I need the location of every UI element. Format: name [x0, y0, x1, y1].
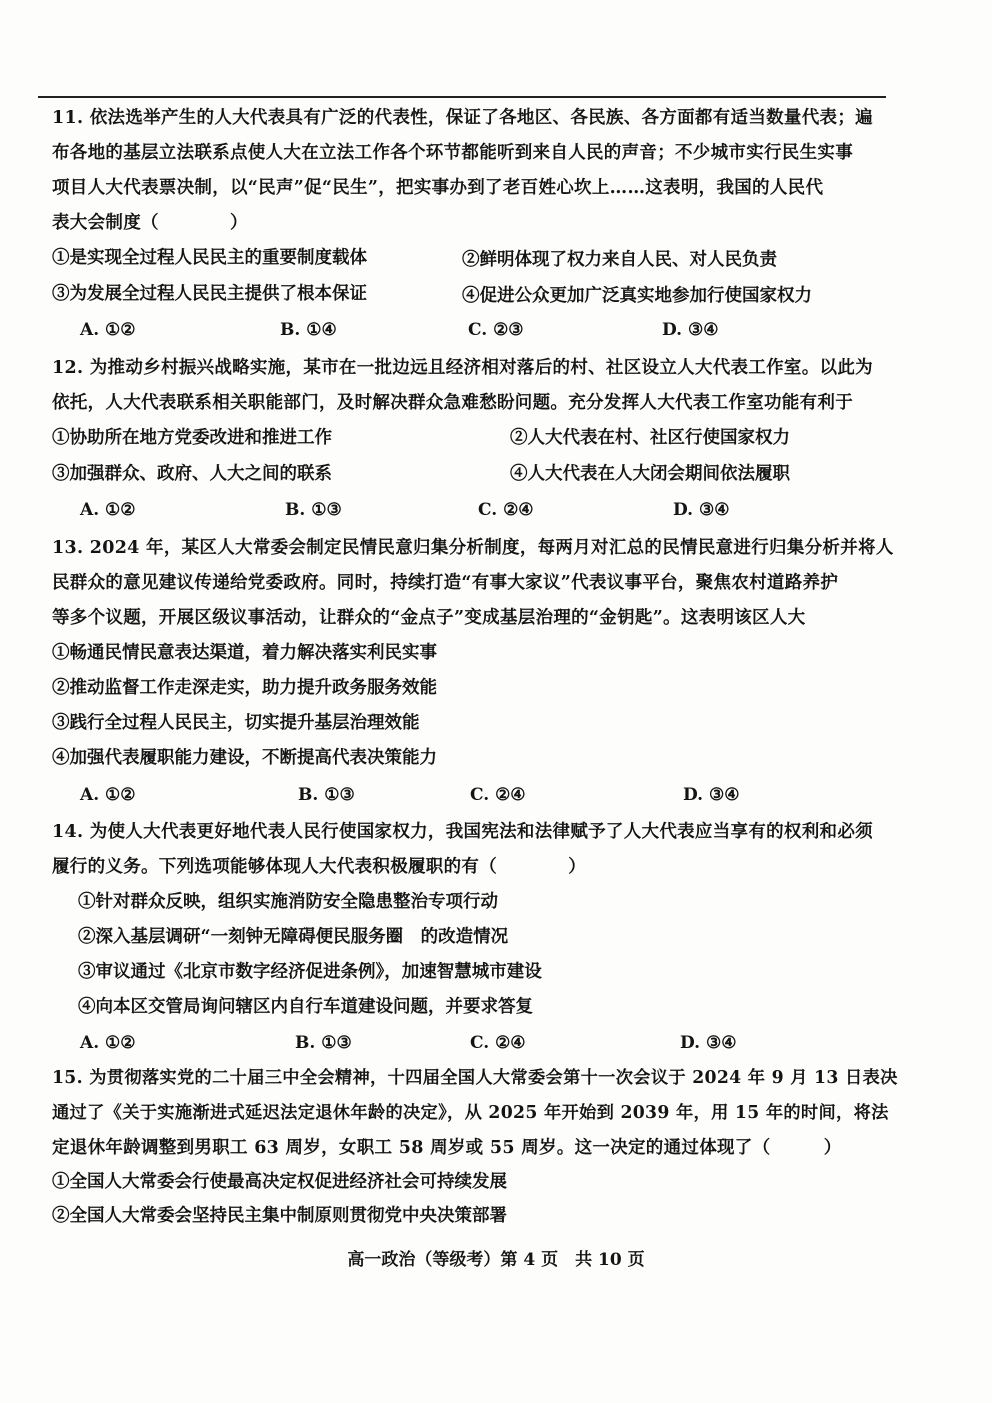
q11-choices — [80, 318, 760, 342]
q12-stem-line-1: 12. 为推动乡村振兴战略实施，某市在一批边远且经济相对落后的村、社区设立人大代表工作室。以此为 — [52, 358, 873, 378]
q12-choice-a: A. ①② — [80, 500, 136, 520]
q13-choice-c: C. ②④ — [470, 785, 526, 805]
q11-option-2: ②鲜明体现了权力来自人民、对人民负责 — [462, 250, 777, 270]
q15-option-2: ②全国人大常委会坚持民主集中制原则贯彻党中央决策部署 — [52, 1206, 507, 1226]
q13-option-2: ②推动监督工作走深走实，助力提升政务服务效能 — [52, 678, 437, 698]
q13-stem-line-3: 等多个议题，开展区级议事活动，让群众的“金点子”变成基层治理的“金钥匙”。这表明该区人大 — [52, 608, 806, 628]
q12-stem-line-2: 依托，人大代表联系相关职能部门，及时解决群众急难愁盼问题。充分发挥人大代表工作室功能有利于 — [52, 393, 853, 413]
q13-option-3: ③践行全过程人民民主，切实提升基层治理效能 — [52, 713, 420, 733]
q11-choice-a: A. ①② — [80, 320, 136, 340]
q11-choice-d: D. ③④ — [662, 320, 719, 340]
q12-option-2: ②人大代表在村、社区行使国家权力 — [510, 428, 790, 448]
q14-choice-d: D. ③④ — [680, 1033, 737, 1053]
q11-option-1: ①是实现全过程人民民主的重要制度载体 — [52, 248, 367, 268]
q14-stem-line-2: 履行的义务。下列选项能够体现人大代表积极履职的有（ ） — [52, 857, 586, 877]
q14-choice-a: A. ①② — [80, 1033, 136, 1053]
q15-stem-line-3: 定退休年龄调整到男职工 63 周岁，女职工 58 周岁或 55 周岁。这一决定的通过体现了（ ） — [52, 1138, 842, 1158]
q13-option-4: ④加强代表履职能力建设，不断提高代表决策能力 — [52, 748, 437, 768]
q13-stem-line-1: 13. 2024 年，某区人大常委会制定民情民意归集分析制度，每两月对汇总的民情民意进行归集分析并将人 — [52, 538, 894, 558]
q12-option-1: ①协助所在地方党委改进和推进工作 — [52, 428, 332, 448]
q11-stem-line-1: 11. 依法选举产生的人大代表具有广泛的代表性，保证了各地区、各民族、各方面都有适当数量代表；遍 — [52, 108, 873, 128]
q13-option-1: ①畅通民情民意表达渠道，着力解决落实利民实事 — [52, 643, 437, 663]
q14-option-4: ④向本区交管局询问辖区内自行车道建设问题，并要求答复 — [78, 997, 533, 1017]
q12-choices — [80, 498, 760, 522]
q12-option-3: ③加强群众、政府、人大之间的联系 — [52, 464, 332, 484]
q14-option-1: ①针对群众反映，组织实施消防安全隐患整治专项行动 — [78, 892, 498, 912]
q12-choice-c: C. ②④ — [478, 500, 534, 520]
q13-choice-a: A. ①② — [80, 785, 136, 805]
q15-stem-line-1: 15. 为贯彻落实党的二十届三中全会精神，十四届全国人大常委会第十一次会议于 2024 年 9 月 13 日表决 — [52, 1068, 898, 1088]
q13-choice-b: B. ①③ — [298, 785, 355, 805]
header-rule — [38, 96, 886, 98]
q15-stem-line-2: 通过了《关于实施渐进式延迟法定退休年龄的决定》，从 2025 年开始到 2039 年，用 15 年的时间，将法 — [52, 1103, 889, 1123]
q12-option-4: ④人大代表在人大闭会期间依法履职 — [510, 464, 790, 484]
q14-choice-c: C. ②④ — [470, 1033, 526, 1053]
q15-option-1: ①全国人大常委会行使最高决定权促进经济社会可持续发展 — [52, 1172, 507, 1192]
q14-option-2: ②深入基层调研“一刻钟无障碍便民服务圈 的改造情况 — [78, 927, 509, 947]
q11-stem-line-4: 表大会制度（ ） — [52, 213, 248, 233]
q11-choice-b: B. ①④ — [280, 320, 337, 340]
q11-option-3: ③为发展全过程人民民主提供了根本保证 — [52, 284, 367, 304]
q11-option-4: ④促进公众更加广泛真实地参加行使国家权力 — [462, 286, 812, 306]
q14-choices — [80, 1031, 760, 1055]
q14-stem-line-1: 14. 为使人大代表更好地代表人民行使国家权力，我国宪法和法律赋予了人大代表应当享有的权利和必须 — [52, 822, 873, 842]
q11-stem-line-3: 项目人大代表票决制，以“民声”促“民生”，把实事办到了老百姓心坎上……这表明，我国的人民代 — [52, 178, 824, 198]
q12-choice-d: D. ③④ — [673, 500, 730, 520]
q11-choice-c: C. ②③ — [468, 320, 524, 340]
q13-choice-d: D. ③④ — [683, 785, 740, 805]
q14-choice-b: B. ①③ — [295, 1033, 352, 1053]
q14-option-3: ③审议通过《北京市数字经济促进条例》，加速智慧城市建设 — [78, 962, 542, 982]
q13-stem-line-2: 民群众的意见建议传递给党委政府。同时，持续打造“有事大家议”代表议事平台，聚焦农村道路养护 — [52, 573, 839, 593]
page-footer: 高一政治（等级考）第 4 页 共 10 页 — [347, 1250, 645, 1270]
q12-choice-b: B. ①③ — [285, 500, 342, 520]
q13-choices — [80, 783, 760, 807]
q11-stem-line-2: 布各地的基层立法联系点使人大在立法工作各个环节都能听到来自人民的声音；不少城市实行民生实事 — [52, 143, 853, 163]
